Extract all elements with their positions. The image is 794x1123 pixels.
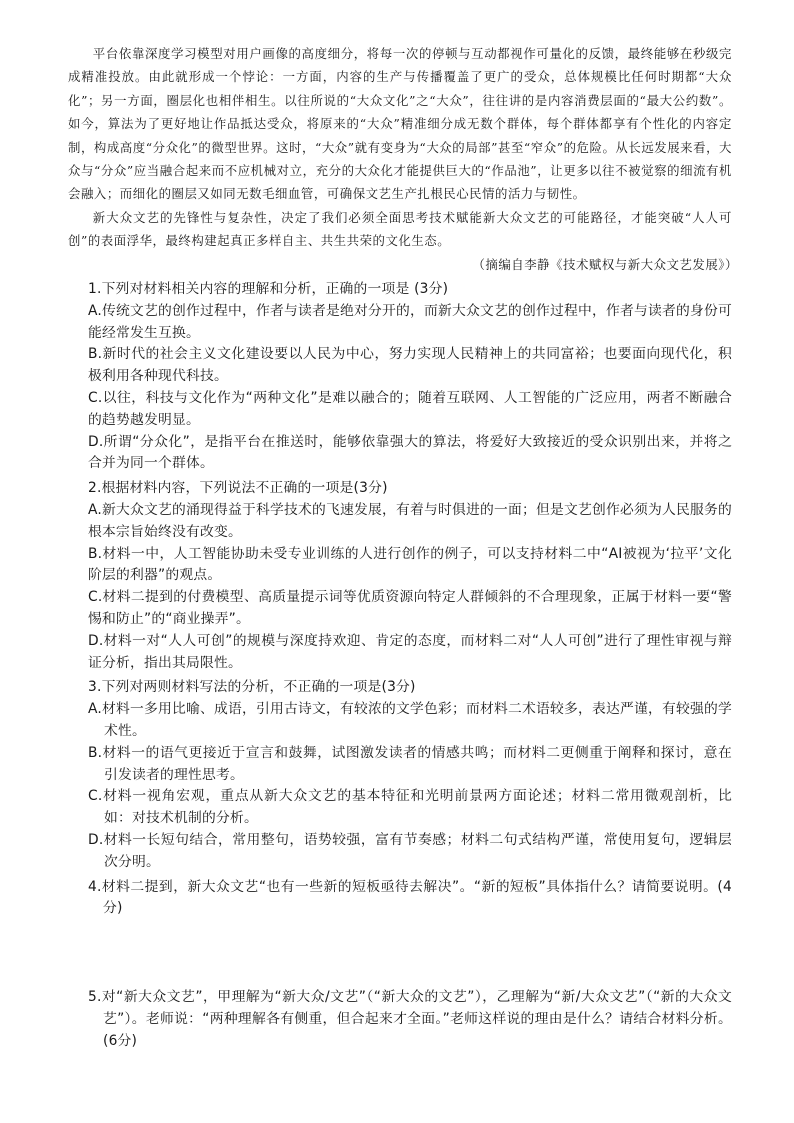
passage-paragraph-2: 新大众文艺的先锋性与复杂性，决定了我们必须全面思考技术赋能新大众文艺的可能路径，才能突破“人人可创”的表面浮华，最终构建起真正多样自主、共生共荣的文化生态。: [68, 209, 732, 249]
question-3-option-c: C.材料一视角宏观，重点从新大众文艺的基本特征和光明前景两方面论述；材料二常用微观剖析，比如：对技术机制的分析。: [88, 788, 732, 827]
question-1-option-a: A.传统文艺的创作过程中，作者与读者是绝对分开的，而新大众文艺的创作过程中，作者与读者的身份可能经常发生互换。: [88, 302, 732, 341]
question-3-stem: 3.下列对两则材料写法的分析，不正确的一项是(3分): [88, 679, 416, 696]
passage-paragraph-1: 平台依靠深度学习模型对用户画像的高度细分，将每一次的停顿与互动都视作可量化的反馈，最终能够在秒级完成精准投放。由此就形成一个悖论：一方面，内容的生产与传播覆盖了更广的受众，总体规模比任何时期都“大众化”；另一方面，圈层化也相伴相生。以往所说的“大众文化”之“大众”，往往讲的是内容消费层面的“最大公约数”。如今，算法为了更好地让作品抵达受众，将原来的“大众”精准细分成无数个群体，每个群体都享有个性化的内容定制，构成高度“分众化”的微型世界。这时，“大众”就有变身为“大众的局部”甚至“窄众”的危险。从长远发展来看，大众与“分众”应当融合起来而不应机械对立，充分的大众化才能提供巨大的“作品池”，让更多以往不被觉察的细流有机会融入；而细化的圈层又如同无数毛细血管，可确保文艺生产扎根民心民情的活力与韧性。: [68, 46, 732, 202]
reading-passage: [68, 42, 738, 276]
question-3-option-b: B.材料一的语气更接近于宣言和鼓舞，试图激发读者的情感共鸣；而材料二更侧重于阐释和探讨，意在引发读者的理性思考。: [88, 744, 732, 783]
exam-page: [68, 42, 738, 1053]
question-3-option-a: A.材料一多用比喻、成语，引用古诗文，有较浓的文学色彩；而材料二术语较多，表达严谨，有较强的学术性。: [88, 701, 732, 739]
question-1-option-d: D.所谓“分众化”，是指平台在推送时，能够依靠强大的算法，将爱好大致接近的受众识别出来，并将之合并为同一个群体。: [88, 433, 732, 472]
question-1-option-c: C.以往，科技与文化作为“两种文化”是难以融合的；随着互联网、人工智能的广泛应用，两者不断融合的趋势越发明显。: [88, 390, 732, 428]
question-3-option-d: D.材料一长短句结合，常用整句，语势较强，富有节奏感；材料二句式结构严谨，常使用复句，逻辑层次分明。: [88, 831, 732, 870]
question-1: [68, 279, 732, 475]
question-2-option-b: B.材料一中，人工智能协助未受专业训练的人进行创作的例子，可以支持材料二中“AI被视为‘拉平’文化阶层的利器”的观点。: [88, 545, 732, 584]
question-2-stem: 2.根据材料内容，下列说法不正确的一项是(3分): [88, 480, 388, 497]
question-5: 5.对“新大众文艺”，甲理解为“新大众/文艺”（“新大众的文艺”），乙理解为“新/大众文艺”（“新的大众文艺”）。老师说：“两种理解各有侧重，但合起来才全面。”老师这样说的理由是什么？请结合材料分析。(6分): [88, 989, 732, 1049]
passage-source: （摘编自李静《技术赋权与新大众文艺发展》）: [472, 256, 738, 272]
question-1-option-b: B.新时代的社会主义文化建设要以人民为中心，努力实现人民精神上的共同富裕；也要面向现代化，积极利用各种现代科技。: [88, 346, 732, 385]
question-3: [68, 677, 732, 873]
question-1-stem: 1.下列对材料相关内容的理解和分析，正确的一项是 (3分): [88, 281, 449, 298]
question-4: 4.材料二提到，新大众文艺“也有一些新的短板亟待去解决”。“新的短板”具体指什么？请简要说明。(4分): [88, 878, 732, 917]
question-2-option-d: D.材料一对“人人可创”的规模与深度持欢迎、肯定的态度，而材料二对“人人可创”进行了理性审视与辩证分析，指出其局限性。: [88, 632, 732, 671]
question-2-option-c: C.材料二提到的付费模型、高质量提示词等优质资源向特定人群倾斜的不合理现象，正属于材料一要“警惕和防止”的“商业操弄”。: [88, 589, 732, 628]
question-2-option-a: A.新大众文艺的涌现得益于科学技术的飞速发展，有着与时俱进的一面；但是文艺创作必须为人民服务的根本宗旨始终没有改变。: [88, 502, 732, 540]
question-2: [68, 478, 732, 674]
